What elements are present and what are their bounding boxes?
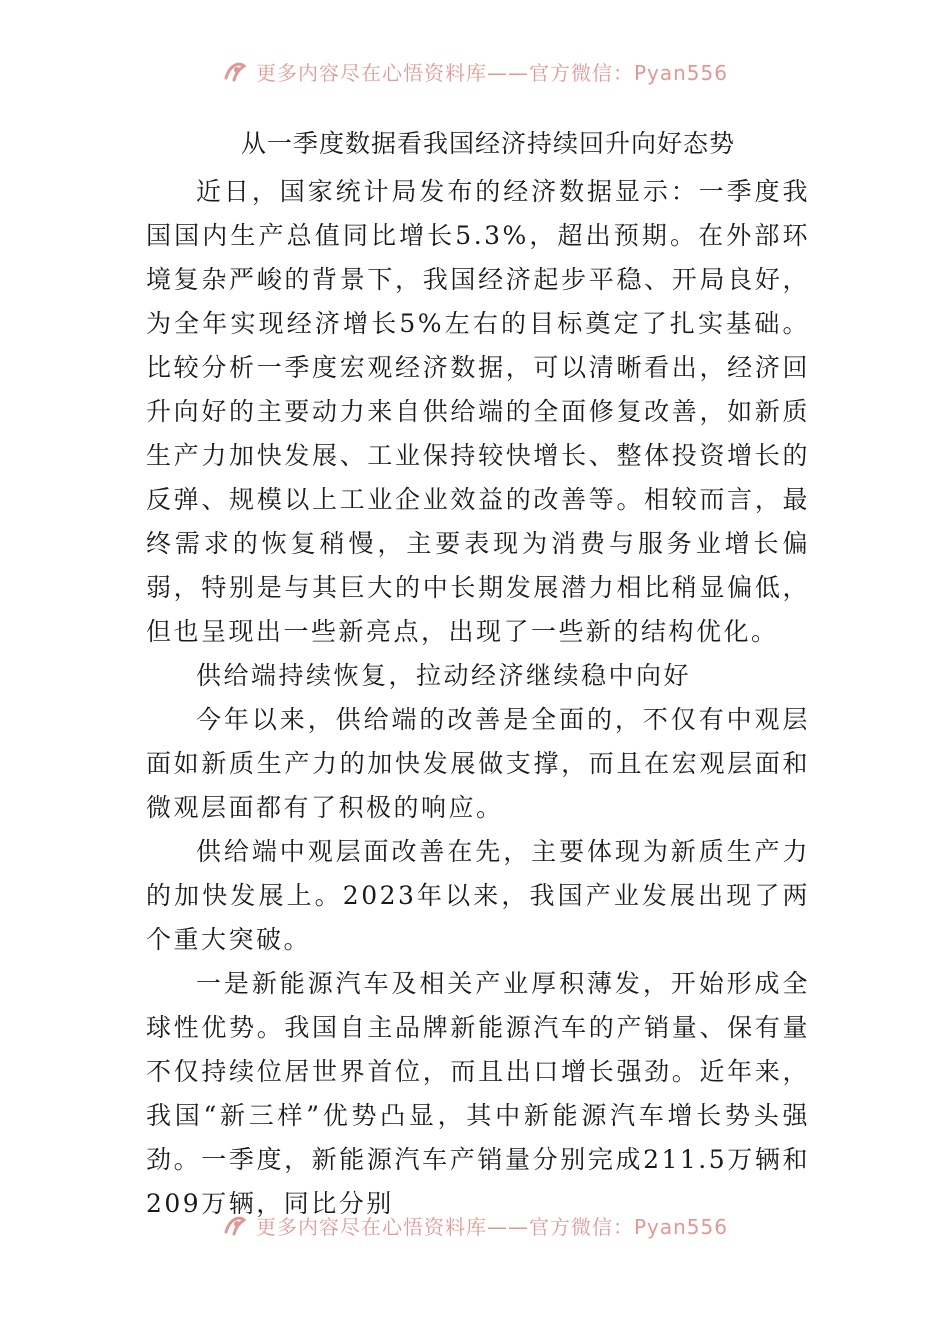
watermark-content bbox=[222, 1211, 728, 1240]
document-title: 从一季度数据看我国经济持续回升向好态势 bbox=[240, 129, 735, 158]
paragraph-new-energy-vehicles: 一是新能源汽车及相关产业厚积薄发，开始形成全球性优势。我国自主品牌新能源汽车的产销量、保有量不仅持续位居世界首位，而且出口增长强劲。近年来，我国“新三样”优势凸显，其中新能源汽车增长势头强劲。一季度，新能源汽车产销量分别完成211.5万辆和209万辆，同比分别 bbox=[146, 969, 810, 1218]
document-body bbox=[146, 124, 810, 1226]
watermark-logo-icon bbox=[222, 58, 248, 84]
paragraph-meso-level: 供给端中观层面改善在先，主要体现为新质生产力的加快发展上。2023年以来，我国产业发展出现了两个重大突破。 bbox=[146, 837, 810, 954]
paragraph-intro: 近日，国家统计局发布的经济数据显示：一季度我国国内生产总值同比增长5.3%，超出预期。在外部环境复杂严峻的背景下，我国经济起步平稳、开局良好，为全年实现经济增长5%左右的目标奠定了扎实基础。比较分析一季度宏观经济数据，可以清晰看出，经济回升向好的主要动力来自供给端的全面修复改善，如新质生产力加快发展、工业保持较快增长、整体投资增长的反弹、规模以上工业企业效益的改善等。相较而言，最终需求的恢复稍慢，主要表现为消费与服务业增长偏弱，特别是与其巨大的中长期发展潜力相比稍显偏低，但也呈现出一些新亮点，出现了一些新的结构优化。 bbox=[146, 177, 810, 646]
section-heading: 供给端持续恢复，拉动经济继续稳中向好 bbox=[196, 661, 692, 690]
watermark-content bbox=[222, 57, 728, 86]
paragraph-supply-overview: 今年以来，供给端的改善是全面的，不仅有中观层面如新质生产力的加快发展做支撑，而且在宏观层面和微观层面都有了积极的响应。 bbox=[146, 705, 810, 822]
watermark-text: 更多内容尽在心悟资料库——官方微信：Pyan556 bbox=[255, 60, 728, 85]
watermark-logo-icon bbox=[222, 1212, 248, 1238]
watermark-top bbox=[0, 54, 950, 88]
watermark-text: 更多内容尽在心悟资料库——官方微信：Pyan556 bbox=[255, 1214, 728, 1239]
watermark-bottom bbox=[0, 1208, 950, 1242]
